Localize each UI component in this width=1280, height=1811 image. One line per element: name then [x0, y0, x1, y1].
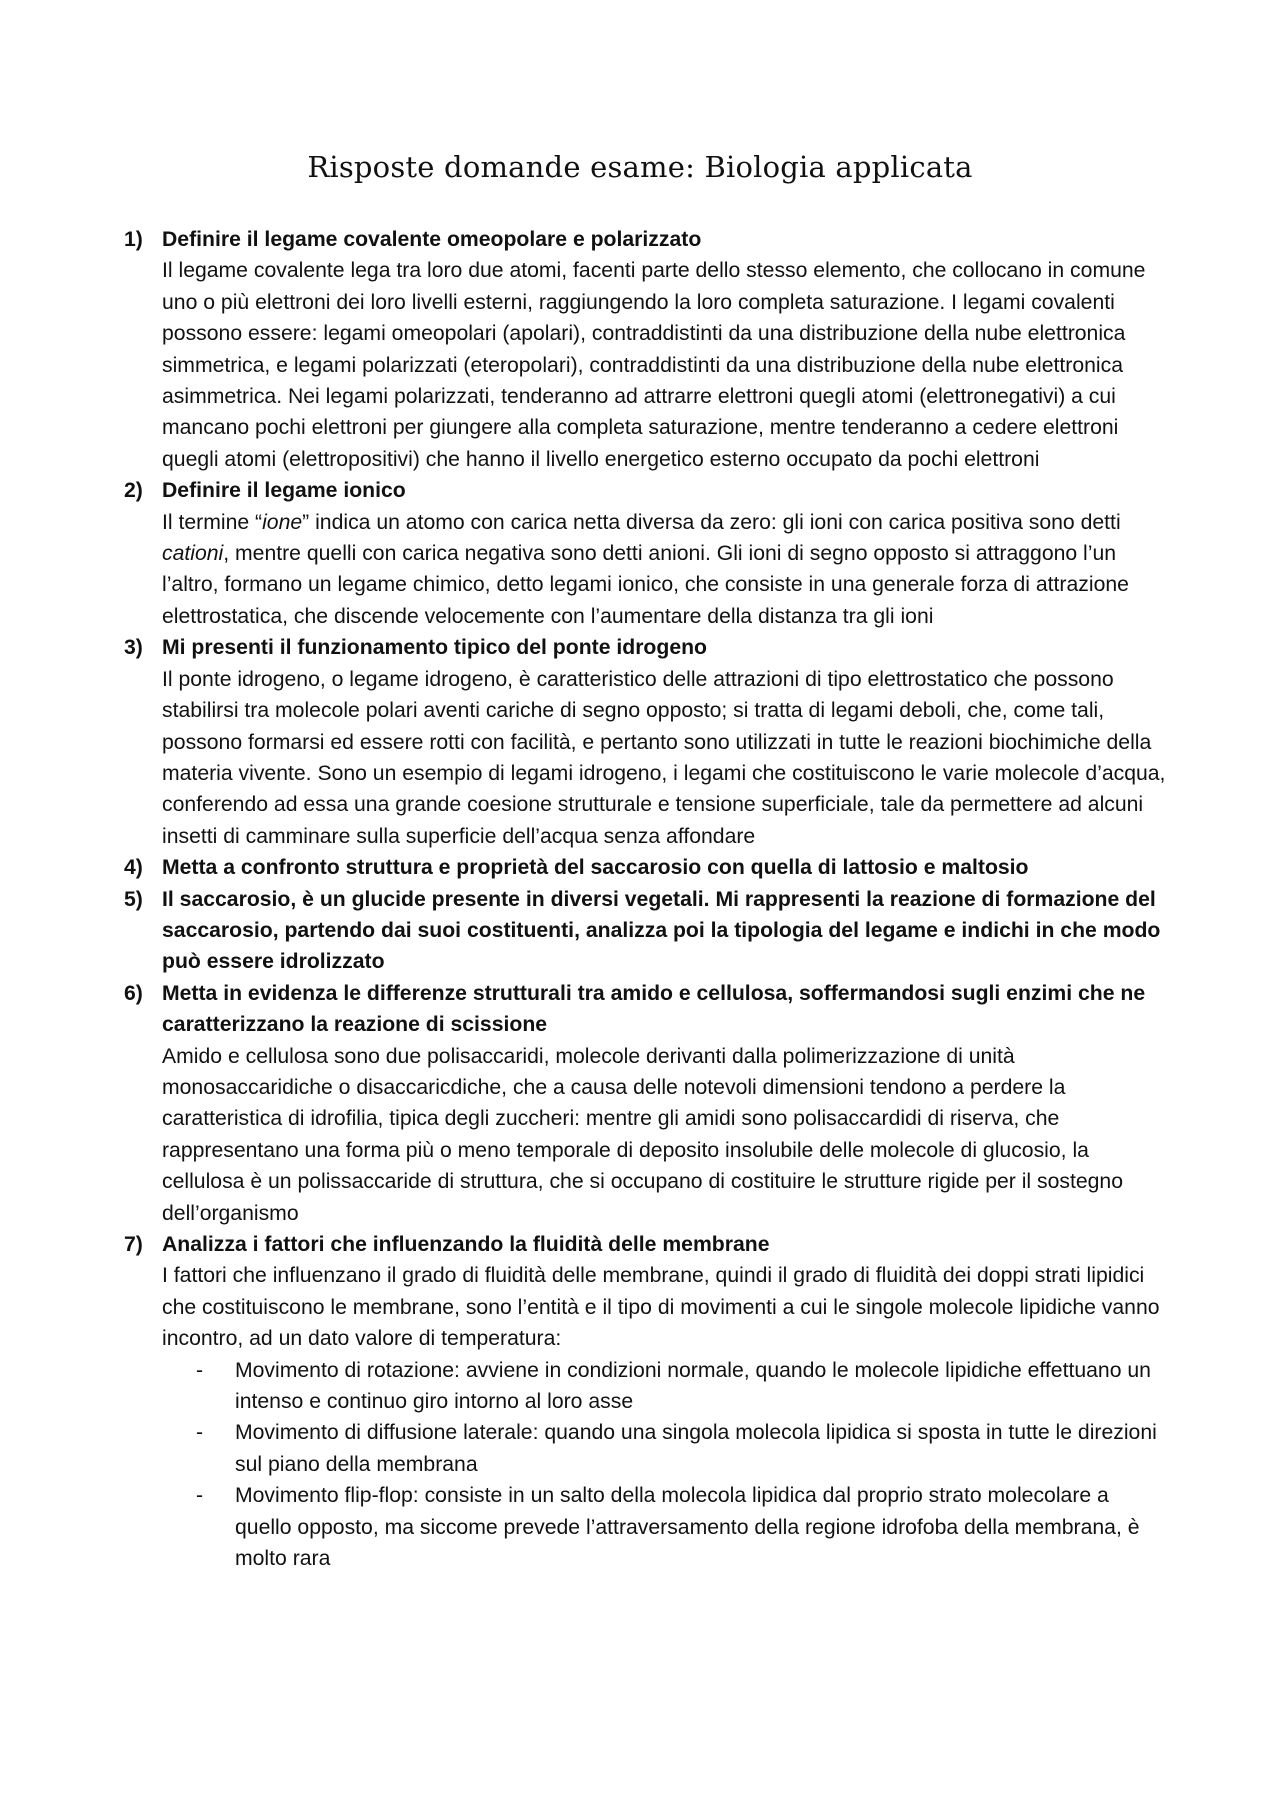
- question-4-number: 4): [124, 856, 143, 880]
- question-3-answer: Il ponte idrogeno, o legame idrogeno, è caratteristico delle attrazioni di tipo elettrostatico che possono stabilirsi tra molecole polari aventi cariche di segno opposto; si tratta di legami deboli, che, come tali, possono formarsi ed essere rotti con facilità, e pertanto sono utilizzati in tutte le reazioni biochimiche della materia vivente. Sono un esempio di legami idrogeno, i legami che costituiscono le varie molecole d’acqua, conferendo ad essa una grande coesione strutturale e tensione superficiale, tale da permettere ad alcuni insetti di camminare sulla superficie dell’acqua senza affondare: [162, 667, 1166, 848]
- question-7-answer: I fattori che influenzano il grado di fluidità delle membrane, quindi il grado di fluidità dei doppi strati lipidici che costituiscono le membrane, sono l’entità e il tipo di movimenti a cui le singole molecole lipidiche vanno incontro, ad un dato valore di temperatura:: [162, 1264, 1160, 1351]
- dash-marker: -: [196, 1358, 204, 1382]
- question-5: [124, 884, 1170, 978]
- question-2-answer: [162, 507, 1170, 633]
- list-item-text: Movimento di rotazione: avviene in condizioni normale, quando le molecole lipidiche effettuano un intenso e continuo giro intorno al loro asse: [235, 1358, 1151, 1414]
- list-item: [196, 1355, 1170, 1418]
- question-2-title: Definire il legame ionico: [162, 479, 406, 503]
- movement-list: [162, 1355, 1170, 1575]
- list-item-text: Movimento flip-flop: consiste in un salto della molecola lipidica dal proprio strato molecolare a quello opposto, ma siccome prevede l’attraversamento della regione idrofoba della membrana, è molto rara: [235, 1484, 1140, 1571]
- question-1-answer: Il legame covalente lega tra loro due atomi, facenti parte dello stesso elemento, che collocano in comune uno o più elettroni dei loro livelli esterni, raggiungendo la loro completa saturazione. I legami covalenti possono essere: legami omeopolari (apolari), contraddistinti da una distribuzione della nube elettronica simmetrica, e legami polarizzati (eteropolari), contraddistinti da una distribuzione della nube elettronica asimmetrica. Nei legami polarizzati, tenderanno ad attrarre elettroni quegli atomi (elettronegativi) a cui mancano pochi elettroni per giungere alla completa saturazione, mentre tenderanno a cedere elettroni quegli atomi (elettropositivi) che hanno il livello energetico esterno occupato da pochi elettroni: [162, 259, 1146, 471]
- question-5-title: Il saccarosio, è un glucide presente in diversi vegetali. Mi rappresenti la reazione di formazione del saccarosio, partendo dai suoi costituenti, analizza poi la tipologia del legame e indichi in che modo può essere idrolizzato: [162, 887, 1161, 974]
- document-title: Risposte domande esame: Biologia applicata: [307, 150, 973, 184]
- question-2: [124, 475, 1170, 632]
- question-list: [124, 224, 1170, 1574]
- question-6-title: Metta in evidenza le differenze strutturali tra amido e cellulosa, soffermandosi sugli enzimi che ne caratterizzano la reazione di scissione: [162, 981, 1146, 1037]
- question-3: [124, 632, 1170, 852]
- question-1-title: Definire il legame covalente omeopolare e polarizzato: [162, 228, 702, 251]
- question-6: [124, 978, 1170, 1229]
- question-3-title: Mi presenti il funzionamento tipico del ponte idrogeno: [162, 636, 707, 660]
- dash-marker: -: [196, 1421, 204, 1445]
- question-2-number: 2): [124, 479, 143, 503]
- question-1-number: 1): [124, 228, 143, 251]
- question-1: [124, 224, 1170, 475]
- question-7-title: Analizza i fattori che influenzando la fluidità delle membrane: [162, 1233, 770, 1256]
- answer-text: Il termine “: [162, 510, 263, 534]
- answer-text: , mentre quelli con carica negativa sono detti anioni. Gli ioni di segno opposto si attraggono l’un l’altro, formano un legame chimico, detto legami ionico, che consiste in una generale forza di attrazione elettrostatica, che discende velocemente con l’aumentare della distanza tra gli ioni: [162, 542, 1129, 628]
- answer-term-ione: ione: [262, 510, 303, 534]
- question-6-number: 6): [124, 981, 143, 1005]
- list-item: [196, 1417, 1170, 1480]
- answer-term-cationi: cationi: [162, 542, 224, 566]
- question-6-answer: Amido e cellulosa sono due polisaccaridi, molecole derivanti dalla polimerizzazione di unità monosaccaridiche o disaccaricdiche, che a causa delle notevoli dimensioni tendono a perdere la caratteristica di idrofilia, tipica degli zuccheri: mentre gli amidi sono polisaccardidi di riserva, che rappresentano una forma più o meno temporale di deposito insolubile delle molecole di glucosio, la cellulosa è un polissaccaride di struttura, che si occupano di costituire le strutture rigide per il sostegno dell’organismo: [162, 1044, 1123, 1225]
- dash-marker: -: [196, 1484, 204, 1508]
- answer-text: ” indica un atomo con carica netta diversa da zero: gli ioni con carica positiva sono detti: [302, 510, 1121, 534]
- question-4: [124, 852, 1170, 883]
- question-7-number: 7): [124, 1233, 143, 1256]
- question-4-title: Metta a confronto struttura e proprietà del saccarosio con quella di lattosio e maltosio: [162, 856, 1029, 880]
- list-item: [196, 1480, 1170, 1574]
- question-5-number: 5): [124, 887, 143, 911]
- question-3-number: 3): [124, 636, 143, 660]
- question-7: [124, 1229, 1170, 1574]
- list-item-text: Movimento di diffusione laterale: quando una singola molecola lipidica si sposta in tutte le direzioni sul piano della membrana: [235, 1421, 1157, 1476]
